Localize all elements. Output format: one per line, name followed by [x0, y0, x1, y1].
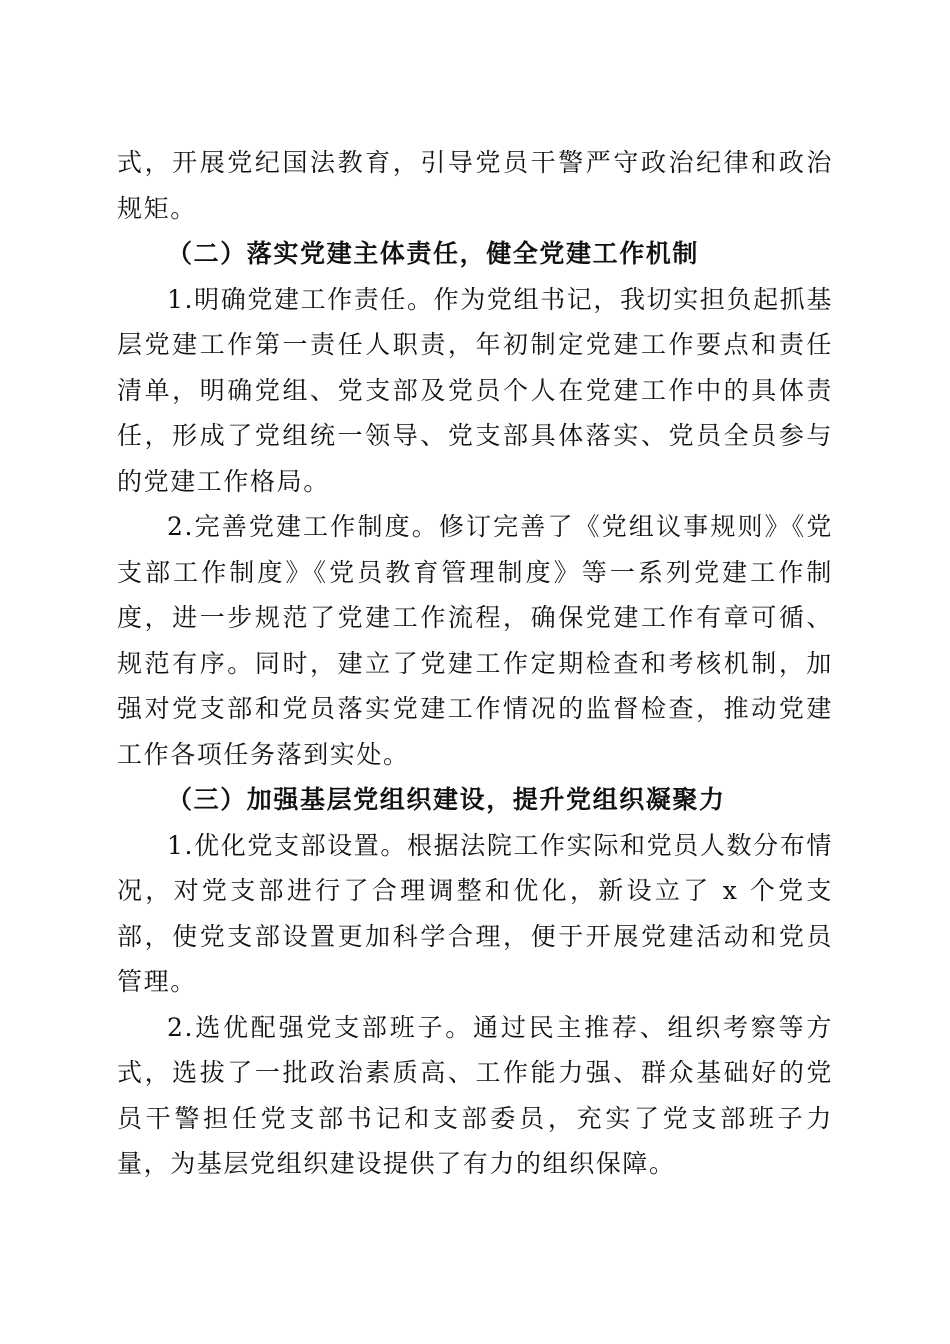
paragraph-continued: 式，开展党纪国法教育，引导党员干警严守政治纪律和政治规矩。 [117, 148, 833, 223]
paragraph-party-building-system: 2.完善党建工作制度。修订完善了《党组议事规则》《党支部工作制度》《党员教育管理制度》等一系列党建工作制度，进一步规范了党建工作流程，确保党建工作有章可循、规范有序。同时，建立了党建工作定期检查和考核机制，加强对党支部和党员落实党建工作情况的监督检查，推动党建工作各项任务落到实处。 [117, 512, 833, 769]
paragraph-branch-setup: 1.优化党支部设置。根据法院工作实际和党员人数分布情况，对党支部进行了合理调整和优化，新设立了 x 个党支部，使党支部设置更加科学合理，便于开展党建活动和党员管理。 [117, 830, 833, 996]
section-heading-two: （二）落实党建主体责任，健全党建工作机制 [167, 239, 700, 268]
paragraph-party-building-responsibility: 1.明确党建工作责任。作为党组书记，我切实担负起抓基层党建工作第一责任人职责，年初制定党建工作要点和责任清单，明确党组、党支部及党员个人在党建工作中的具体责任，形成了党组统一领导、党支部具体落实、党员全员参与的党建工作格局。 [117, 284, 833, 496]
paragraph-branch-leadership: 2.选优配强党支部班子。通过民主推荐、组织考察等方式，选拔了一批政治素质高、工作能力强、群众基础好的党员干警担任党支部书记和支部委员，充实了党支部班子力量，为基层党组织建设提供了有力的组织保障。 [117, 1012, 833, 1178]
section-heading-three: （三）加强基层党组织建设，提升党组织凝聚力 [167, 785, 726, 814]
document-page [117, 140, 833, 1187]
